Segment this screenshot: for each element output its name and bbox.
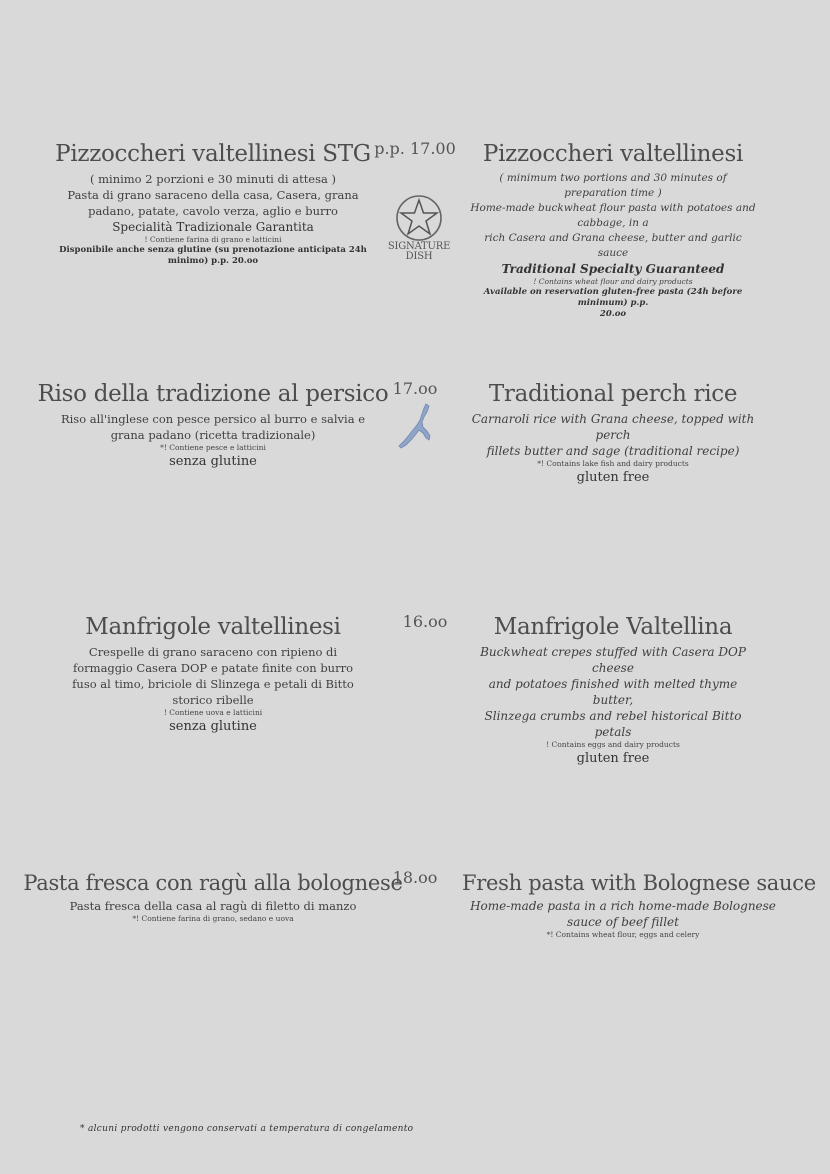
allergen-note: ! Contiene farina di grano e latticini bbox=[144, 235, 282, 244]
description-line: Home-made pasta in a rich home-made Bolognese bbox=[470, 899, 776, 913]
note-line: 20.oo bbox=[599, 309, 627, 319]
dish-title: Traditional perch rice bbox=[488, 381, 738, 407]
dish-1-english bbox=[470, 139, 756, 320]
description-line: padano, patate, cavolo verza, aglio e burro bbox=[88, 204, 338, 218]
description-line: formaggio Casera DOP e patate finite con burro bbox=[72, 661, 354, 675]
dish-description bbox=[30, 171, 396, 219]
description-line: Buckwheat crepes stuffed with Casera DOP cheese bbox=[480, 645, 746, 675]
description-line: fuso al timo, briciole di Slinzega e petali di Bitto bbox=[72, 677, 354, 691]
description-line: rich Casera and Grana cheese, butter and garlic sauce bbox=[484, 232, 742, 259]
description-line: fillets butter and sage (traditional recipe) bbox=[486, 444, 740, 458]
dish-price: p.p. 17.00 bbox=[374, 139, 456, 158]
dish-title: Manfrigole valtellinesi bbox=[85, 614, 341, 640]
dish-title: Fresh pasta with Bolognese sauce bbox=[462, 871, 816, 895]
description-line: Home-made buckwheat flour pasta with potatoes and cabbage, in a bbox=[470, 202, 756, 229]
description-line: sauce of beef fillet bbox=[567, 915, 679, 929]
allergen-note: ! Contains wheat flour and dairy products bbox=[533, 277, 693, 286]
dish-title: Riso della tradizione al persico bbox=[37, 381, 389, 407]
allergen-note: ! Contains eggs and dairy products bbox=[546, 740, 680, 749]
dish-title: Pizzoccheri valtellinesi bbox=[482, 141, 744, 167]
description-line: Pasta di grano saraceno della casa, Casera, grana bbox=[67, 188, 359, 202]
note-line: minimo) p.p. 20.oo bbox=[167, 256, 259, 266]
dish-1-italian bbox=[30, 139, 396, 267]
allergen-note: *! Contains lake fish and dairy products bbox=[537, 459, 689, 468]
gluten-free-note bbox=[470, 287, 756, 320]
footer-note: * alcuni prodotti vengono conservati a temperatura di congelamento bbox=[80, 1124, 414, 1134]
specialty-label: Traditional Specialty Guaranteed bbox=[501, 262, 725, 276]
dish-price: 16.oo bbox=[402, 612, 448, 631]
icon-label: SIGNATURE bbox=[387, 241, 451, 252]
description-line: Riso all'inglese con pesce persico al burro e salvia e bbox=[60, 412, 366, 426]
gluten-free-label: gluten free bbox=[576, 751, 650, 766]
dish-description bbox=[470, 644, 756, 740]
dish-title: Pizzoccheri valtellinesi STG bbox=[55, 141, 371, 167]
dish-title: Manfrigole Valtellina bbox=[493, 614, 733, 640]
description-line: Carnaroli rice with Grana cheese, topped with perch bbox=[471, 412, 755, 442]
dish-price: 17.oo bbox=[392, 379, 438, 398]
description-line: Slinzega crumbs and rebel historical Bitto petals bbox=[484, 709, 742, 739]
dish-4-italian bbox=[20, 868, 406, 924]
gluten-free-label: senza glutine bbox=[169, 454, 257, 469]
allergen-note: *! Contiene farina di grano, sedano e uova bbox=[132, 914, 294, 923]
description-line: ( minimo 2 porzioni e 30 minuti di attesa ) bbox=[89, 172, 337, 186]
dish-description bbox=[470, 411, 756, 459]
description-line: ( minimum two portions and 30 minutes of preparation time ) bbox=[499, 172, 727, 199]
note-line: Available on reservation gluten-free pasta (24h before minimum) p.p. bbox=[483, 287, 743, 308]
icon-label: DISH bbox=[405, 251, 433, 262]
dish-description bbox=[470, 171, 756, 261]
note-line: Disponibile anche senza glutine (su prenotazione anticipata 24h bbox=[59, 245, 367, 255]
signature-dish-star-icon bbox=[383, 194, 455, 264]
dish-description bbox=[30, 411, 396, 443]
description-line: grana padano (ricetta tradizionale) bbox=[110, 428, 316, 442]
allergen-note: *! Contains wheat flour, eggs and celery bbox=[546, 930, 700, 939]
dish-description bbox=[30, 644, 396, 708]
dish-price: 18.oo bbox=[392, 868, 438, 887]
dish-2-english bbox=[470, 379, 756, 487]
description-line: Pasta fresca della casa al ragù di filetto di manzo bbox=[69, 899, 357, 913]
dish-2-italian bbox=[30, 379, 396, 471]
dish-3-italian bbox=[30, 612, 396, 736]
gluten-free-label: senza glutine bbox=[169, 719, 257, 734]
description-line: storico ribelle bbox=[172, 693, 254, 707]
dish-title: Pasta fresca con ragù alla bolognese bbox=[23, 871, 403, 895]
specialty-label: Specialità Tradizionale Garantita bbox=[112, 220, 314, 234]
description-line: Crespelle di grano saraceno con ripieno di bbox=[88, 645, 338, 659]
gluten-free-note bbox=[30, 245, 396, 267]
dish-description bbox=[462, 898, 784, 930]
dish-4-english bbox=[462, 868, 816, 940]
dish-3-english bbox=[470, 612, 756, 768]
gluten-free-label: gluten free bbox=[576, 470, 650, 485]
lake-como-map-icon bbox=[396, 402, 436, 450]
allergen-note: ! Contiene uova e latticini bbox=[163, 708, 263, 717]
allergen-note: *! Contiene pesce e latticini bbox=[160, 443, 266, 452]
description-line: and potatoes finished with melted thyme butter, bbox=[488, 677, 738, 707]
dish-description bbox=[20, 898, 406, 914]
